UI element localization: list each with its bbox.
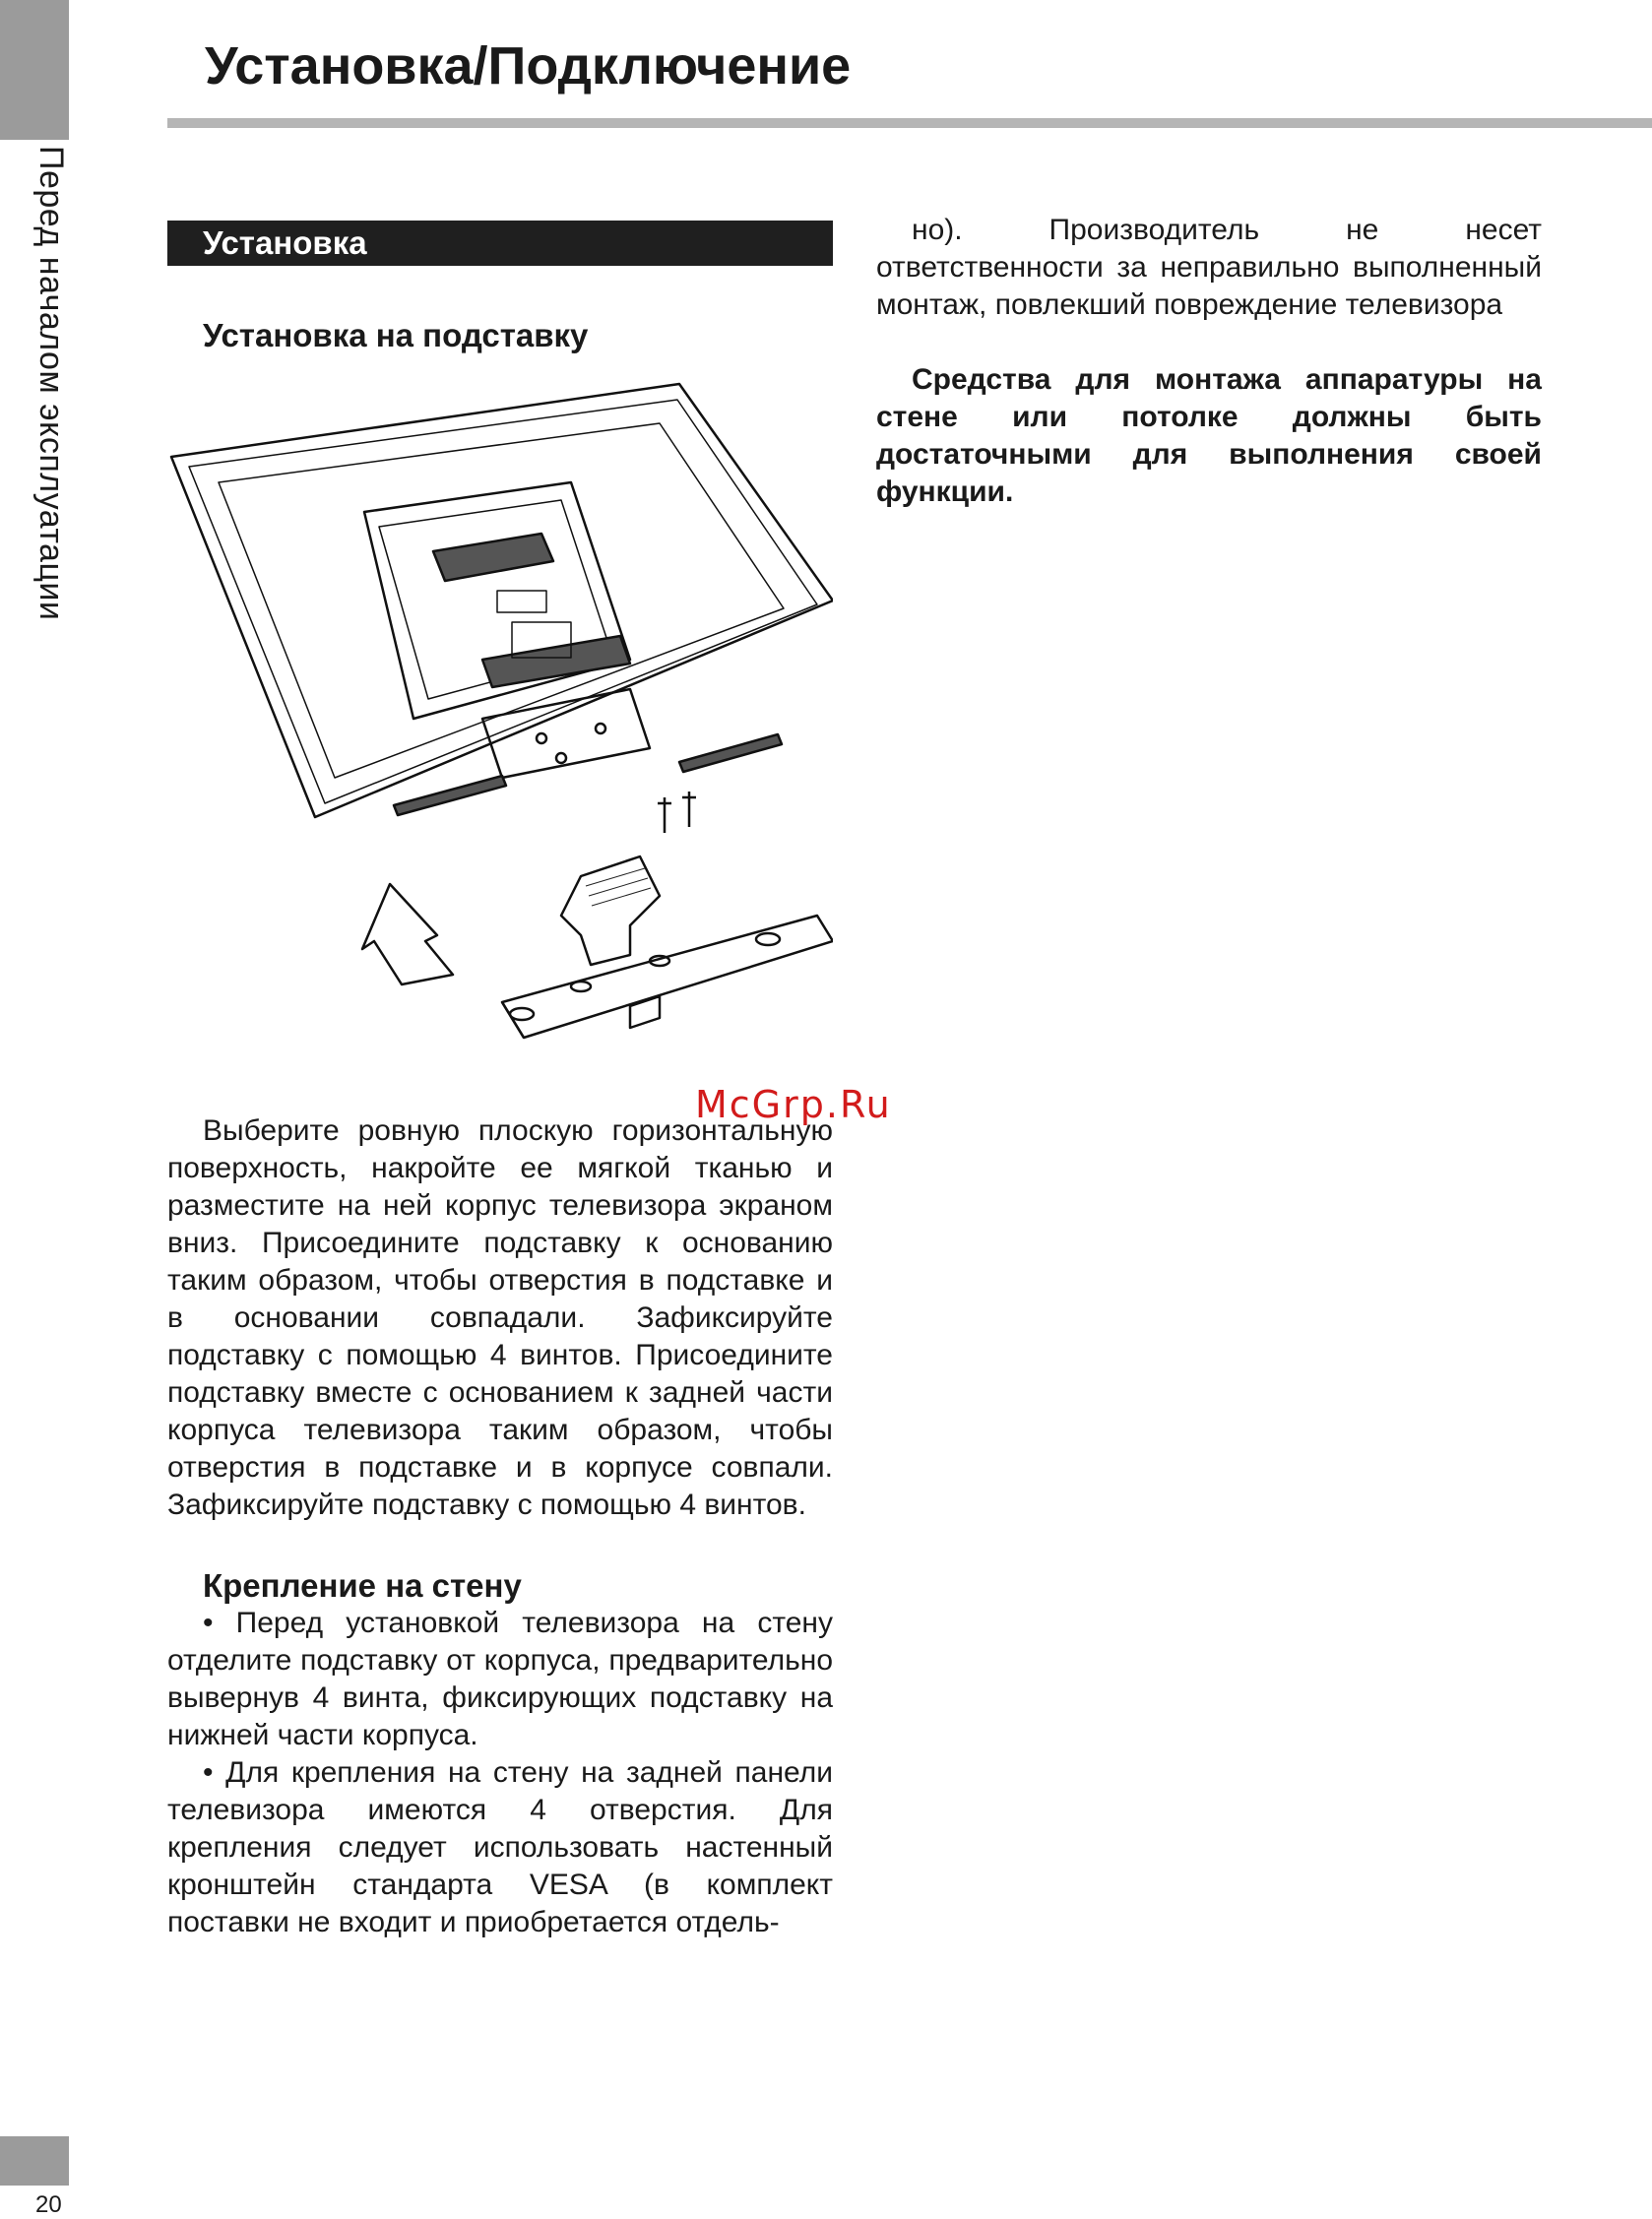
side-tab-top: [0, 0, 69, 140]
stand-instructions: Выберите ровную плоскую горизонтальную поверхность, накройте ее мягкой тканью и разместите на ней корпус телевизора экраном вниз. Присоедините подставку к основанию таким образом, чтобы отверстия в подставке и в основании совпадали. Зафиксируйте подставку с помощью 4 винтов. Присоедините подставку вместе с основанием к задней части корпуса телевизора таким образом, чтобы отверстия в подставке и в корпусе совпали. Зафиксируйте подставку с помощью 4 винтов.: [167, 1114, 833, 1521]
speaker-left: [394, 776, 506, 815]
wall-bullet-2: • Для крепления на стену на задней панели телевизора имеются 4 отверстия. Для крепления следует использовать настенный кронштейн стандарта VESA (в комплект поставки не входит и приобретается отдель-: [167, 1756, 833, 1938]
page-title: Установка/Подключение: [205, 36, 852, 95]
stand-neck: [561, 856, 660, 965]
stand-heading: Установка на подставку: [203, 317, 589, 353]
stand-bracket: [482, 689, 650, 778]
watermark: McGrp.Ru: [695, 1083, 892, 1126]
tv-stand-diagram: [167, 364, 833, 1112]
section-heading: Установка: [167, 221, 833, 266]
stand-base: [502, 916, 833, 1038]
speaker-right: [679, 734, 782, 772]
wall-bullet-1: • Перед установкой телевизора на стену отделите подставку от корпуса, предварительно вывернув 4 винта, фиксирующих подставку на нижней части корпуса.: [167, 1607, 833, 1751]
side-tab-bottom: [0, 2136, 69, 2186]
side-label: Перед началом эксплуатации: [32, 146, 70, 621]
direction-arrow: [362, 884, 453, 984]
left-column: [167, 221, 833, 1941]
title-rule: [167, 118, 1652, 128]
vent-grille-top: [433, 534, 553, 581]
screws: [658, 792, 696, 833]
page-number: 20: [35, 2191, 62, 2218]
mounting-note: Средства для монтажа аппаратуры на стене или потолке должны быть достаточными для выполнения своей функции.: [876, 363, 1542, 508]
continuation-text: но). Производитель не несет ответственности за неправильно выполненный монтаж, повлекший повреждение телевизора: [876, 214, 1542, 321]
wall-heading: Крепление на стену: [203, 1567, 522, 1604]
right-column: [876, 212, 1542, 511]
